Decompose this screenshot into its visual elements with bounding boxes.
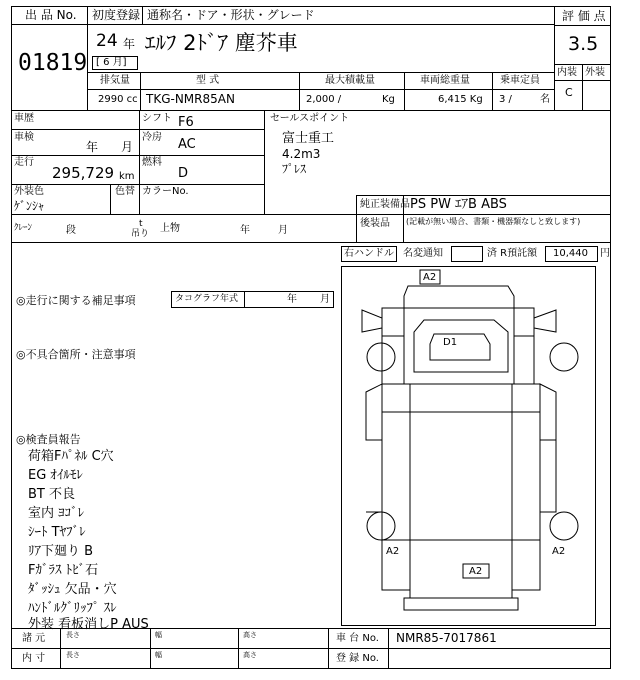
rule: [404, 72, 405, 110]
crane-label: ｸﾚｰﾝ: [14, 223, 33, 233]
rule: [554, 25, 611, 26]
inspector-note: ﾀﾞｯｼｭ 欠品・穴: [28, 582, 117, 597]
history-label: 車歴: [14, 113, 34, 124]
ext-color-label: 外装色: [14, 186, 44, 197]
fuel: D: [178, 166, 189, 181]
name-change-label: 名変通知: [403, 248, 443, 259]
inspector-note: Fｶﾞﾗｽ ﾄﾋﾞ石: [28, 563, 99, 578]
inspector-note: ﾊﾝﾄﾞﾙｸﾞﾘｯﾌﾟ ｽﾚ: [28, 601, 117, 616]
damage-mark: D1: [443, 337, 458, 348]
crane-tier: 段: [66, 225, 76, 236]
tacho-month-unit: 月: [320, 294, 330, 305]
model-type-label: 型 式: [196, 75, 220, 86]
rule: [87, 89, 554, 90]
length-label: 長さ: [66, 651, 80, 659]
score-label: 評 価 点: [562, 9, 606, 23]
recycle-label: 済 R預託額: [487, 248, 538, 259]
rule: [140, 72, 141, 110]
mileage: 295,729: [52, 164, 115, 182]
rule: [582, 64, 583, 110]
length-label: 長さ: [66, 631, 80, 639]
handle: 右ハンドル: [344, 248, 394, 259]
color-no2-label: カラーNo.: [142, 186, 189, 197]
sales-point: ﾌﾟﾚｽ: [282, 162, 307, 176]
rule: [11, 24, 554, 25]
damage-mark: A2: [552, 546, 566, 557]
recycle-amount: 10,440: [553, 248, 588, 259]
sales-point: 4.2m3: [282, 147, 321, 161]
inspection-month-unit: 月: [121, 140, 134, 154]
rule: [11, 155, 264, 156]
equipment-label: 純正装備品: [360, 199, 410, 210]
displacement-label: 排気量: [100, 75, 130, 86]
year-unit: 年: [123, 37, 136, 51]
sales-point: 富士重工: [282, 131, 335, 146]
color-no-label: 色替: [115, 186, 135, 197]
rule: [110, 184, 111, 214]
rule: [139, 110, 140, 214]
name-change-box: [451, 246, 483, 262]
rule: [11, 242, 611, 243]
recycle-unit: 円: [600, 248, 610, 259]
height-label: 高さ: [243, 631, 257, 639]
crane-mount-label: 上物: [160, 223, 180, 234]
max-load: 2,000 /: [306, 94, 342, 105]
ext-color: ｹﾞﾝｼｬ: [14, 199, 45, 213]
displacement: 2990 cc: [98, 94, 138, 105]
interior-grade: C: [565, 86, 573, 99]
damage-mark: A2: [469, 566, 483, 577]
rule: [299, 72, 300, 110]
capacity-unit: 名: [540, 94, 550, 105]
tacho-year-unit: 年: [287, 294, 297, 305]
rule: [11, 184, 264, 185]
crane-year-unit: 年: [240, 225, 250, 236]
rule: [150, 628, 151, 669]
capacity: 3 /: [499, 94, 512, 105]
damage-mark: A2: [423, 272, 437, 283]
model-type: TKG-NMR85AN: [146, 92, 235, 106]
dim-label: 諸 元: [22, 633, 46, 644]
interior-dim-label: 内 寸: [22, 653, 46, 664]
crane-month-unit: 月: [278, 225, 288, 236]
rule: [388, 628, 389, 669]
rule: [356, 195, 611, 196]
interior-label: 内装: [557, 67, 577, 78]
rule: [244, 291, 245, 308]
shift: F6: [178, 115, 194, 130]
inspector-label: ◎検査員報告: [16, 433, 81, 446]
rule: [142, 6, 143, 24]
ac: AC: [178, 137, 196, 152]
lot-no-label: 出 品 No.: [25, 8, 77, 22]
score: 3.5: [568, 33, 599, 55]
inspector-note: 外装 看板消しP AUS: [28, 617, 149, 632]
rule: [264, 110, 265, 214]
inspection-label: 車検: [14, 132, 34, 143]
mileage-label: 走行: [14, 157, 34, 168]
model-name-label: 通称名・ドア・形状・グレード: [147, 8, 315, 22]
height-label: 高さ: [243, 651, 257, 659]
width-label: 幅: [155, 631, 162, 639]
mileage-unit: km: [119, 171, 135, 182]
rule: [11, 214, 611, 215]
rule: [492, 72, 493, 110]
retrofit-note: (記載が無い場合、書類・機器類なしと致します): [406, 217, 581, 226]
gvw-label: 車両総重量: [420, 75, 470, 86]
lot-no: 01819: [18, 50, 88, 76]
shift-label: シフト: [142, 113, 172, 124]
rule: [11, 110, 611, 111]
rule: [11, 648, 611, 649]
rule: [11, 628, 611, 629]
exterior-label: 外装: [585, 67, 605, 78]
inspector-note: 荷箱Fﾊﾟﾈﾙ C穴: [28, 449, 114, 464]
inspector-note: BT 不良: [28, 487, 75, 502]
gvw: 6,415 Kg: [438, 94, 483, 105]
supplement-label: ◎走行に関する補足事項: [16, 294, 136, 307]
rule: [87, 72, 554, 73]
rule: [238, 628, 239, 669]
max-load-label: 最大積載量: [325, 75, 375, 86]
damage-mark: A2: [386, 546, 400, 557]
first-reg-label: 初度登録: [92, 8, 141, 22]
rule: [60, 628, 61, 669]
ac-label: 冷房: [142, 132, 162, 143]
tacho-label: タコグラフ年式: [175, 294, 239, 304]
defects-label: ◎不具合箇所・注意事項: [16, 348, 136, 361]
inspector-note: EG ｵｲﾙﾓﾚ: [28, 468, 83, 483]
crane-lift-top: t: [139, 219, 143, 229]
rule: [356, 195, 357, 242]
fuel-label: 燃料: [142, 157, 162, 168]
inspection-year-unit: 年: [86, 140, 99, 154]
inspector-note: 室内 ﾖｺﾞﾚ: [28, 506, 85, 521]
model-name: ｴﾙﾌ 2ﾄﾞｱ 塵芥車: [145, 31, 298, 55]
chassis-no: NMR85-7017861: [396, 631, 497, 645]
max-load-unit: Kg: [382, 94, 395, 105]
sales-point-label: セールスポイント: [270, 113, 350, 124]
capacity-label: 乗車定員: [500, 75, 540, 86]
rule: [554, 6, 555, 110]
rule: [11, 129, 264, 130]
width-label: 幅: [155, 651, 162, 659]
equipment: PS PW ｴｱB ABS: [410, 197, 507, 212]
first-reg-month: [ 6 月]: [96, 57, 127, 68]
inspector-note: ｼｰﾄ Tﾔﾌﾞﾚ: [28, 525, 86, 540]
retrofit-label: 後装品: [360, 218, 390, 229]
crane-lift: 吊り: [131, 229, 150, 239]
inspector-note: ﾘｱ下廻り B: [28, 544, 94, 559]
chassis-label: 車 台 No.: [336, 633, 379, 644]
reg-no-label: 登 録 No.: [336, 653, 379, 664]
first-reg-year: 24: [96, 31, 118, 51]
rule: [328, 628, 329, 669]
